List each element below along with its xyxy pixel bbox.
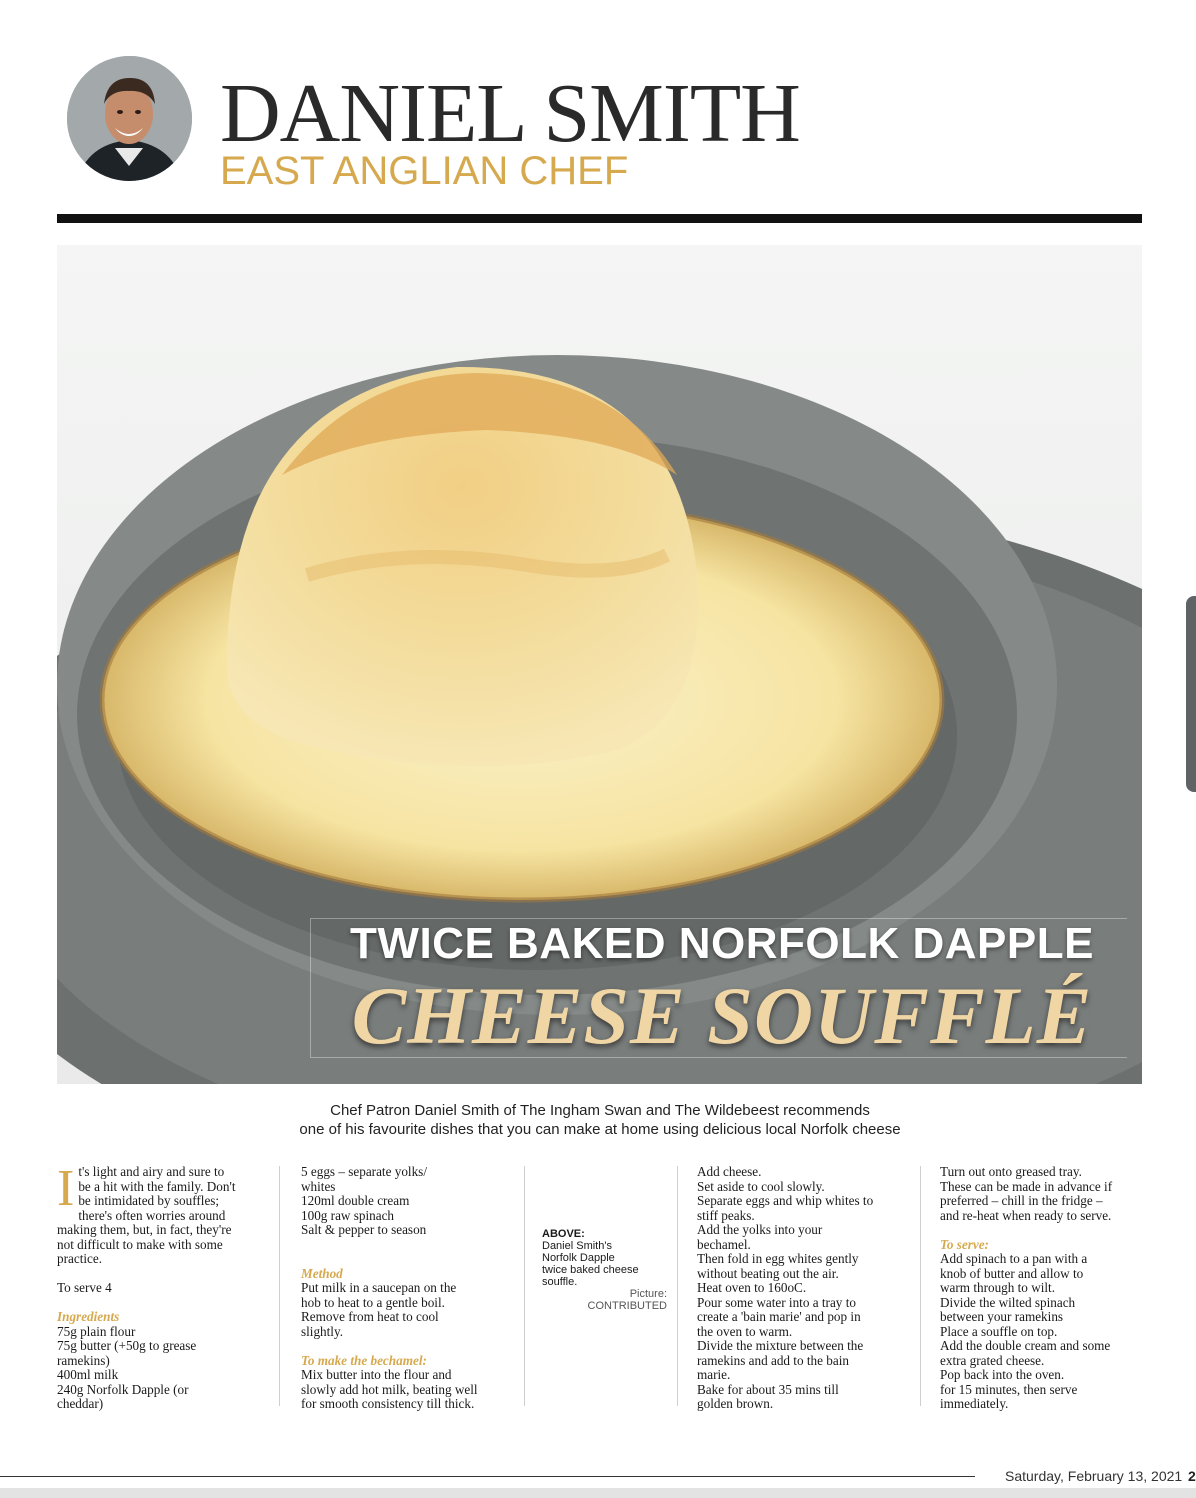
ingredient-line: 400ml milk bbox=[57, 1367, 119, 1382]
serve-line: immediately. bbox=[940, 1396, 1009, 1411]
serve-line: for 15 minutes, then serve bbox=[940, 1381, 1078, 1397]
caption-line: twice baked cheese bbox=[542, 1264, 639, 1276]
caption-line: souffle. bbox=[542, 1276, 578, 1288]
intro-line: be intimidated by souffles; bbox=[78, 1193, 220, 1208]
credit-label: Picture: bbox=[629, 1288, 667, 1300]
method-line: Turn out onto greased tray. bbox=[940, 1164, 1082, 1179]
standfirst-line-2: one of his favourite dishes that you can make at home using delicious local Norfolk cheese bbox=[299, 1121, 901, 1138]
column-divider bbox=[524, 1166, 525, 1406]
ingredient-line: 5 eggs – separate yolks/ bbox=[301, 1164, 427, 1179]
ingredient-line: 120ml double cream bbox=[301, 1193, 410, 1208]
intro-line: be a hit with the family. Don't bbox=[78, 1178, 236, 1194]
serves-line: To serve 4 bbox=[57, 1280, 112, 1295]
method-heading: Method bbox=[301, 1265, 343, 1281]
headline-line-2: CHEESE SOUFFLÉ bbox=[351, 970, 1093, 1061]
method-line: bechamel. bbox=[697, 1236, 751, 1252]
serve-line: Divide the wilted spinach bbox=[940, 1294, 1076, 1310]
ingredient-line: cheddar) bbox=[57, 1396, 104, 1411]
method-line: stiff peaks. bbox=[697, 1207, 755, 1223]
serve-line: Place a souffle on top. bbox=[940, 1323, 1058, 1339]
intro-line: there's often worries around bbox=[78, 1207, 226, 1223]
header-rule bbox=[57, 214, 1142, 223]
serve-line: extra grated cheese. bbox=[940, 1352, 1045, 1368]
standfirst-line-1: Chef Patron Daniel Smith of The Ingham Swan and The Wildebeest recommends bbox=[330, 1102, 870, 1119]
serve-line: knob of butter and allow to bbox=[940, 1265, 1084, 1281]
ingredient-line: ramekins) bbox=[57, 1352, 110, 1368]
serve-line: Pop back into the oven. bbox=[940, 1367, 1065, 1382]
method-line: Divide the mixture between the bbox=[697, 1338, 864, 1353]
method-line: Set aside to cool slowly. bbox=[697, 1178, 825, 1194]
photo-caption bbox=[542, 1228, 667, 1312]
ingredient-line: whites bbox=[301, 1178, 336, 1194]
method-line: Bake for about 35 mins till bbox=[697, 1381, 839, 1397]
method-line: create a 'bain marie' and pop in bbox=[697, 1309, 861, 1324]
method-line: Then fold in egg whites gently bbox=[697, 1251, 859, 1266]
method-line: These can be made in advance if bbox=[940, 1178, 1113, 1194]
caption-label: ABOVE: bbox=[542, 1228, 585, 1240]
method-line: preferred – chill in the fridge – bbox=[940, 1193, 1103, 1208]
column-divider bbox=[677, 1166, 678, 1406]
standfirst bbox=[200, 1101, 1000, 1139]
method-line: Add the yolks into your bbox=[697, 1222, 823, 1237]
method-line: marie. bbox=[697, 1367, 731, 1382]
headline-line-1: TWICE BAKED NORFOLK DAPPLE bbox=[350, 919, 1094, 968]
ingredient-line: 75g plain flour bbox=[57, 1323, 136, 1339]
caption-line: Daniel Smith's bbox=[542, 1240, 612, 1252]
ingredient-line: 100g raw spinach bbox=[301, 1207, 395, 1223]
footer-date: Saturday, February 13, 2021 bbox=[1005, 1468, 1183, 1484]
column-divider bbox=[920, 1166, 921, 1406]
bechamel-heading: To make the bechamel: bbox=[301, 1352, 427, 1368]
intro-line: making them, but, in fact, they're bbox=[57, 1222, 232, 1237]
intro-line: practice. bbox=[57, 1251, 103, 1266]
dropcap: I bbox=[57, 1160, 75, 1217]
method-line: slowly add hot milk, beating well bbox=[301, 1381, 478, 1397]
ingredient-line: 240g Norfolk Dapple (or bbox=[57, 1381, 189, 1397]
ingredient-line: 75g butter (+50g to grease bbox=[57, 1338, 197, 1353]
method-line: and re-heat when ready to serve. bbox=[940, 1207, 1112, 1223]
ingredients-heading: Ingredients bbox=[57, 1309, 120, 1324]
serve-heading: To serve: bbox=[940, 1236, 989, 1252]
body-column-4 bbox=[697, 1165, 909, 1412]
method-line: Put milk in a saucepan on the bbox=[301, 1280, 457, 1295]
body-column-2 bbox=[301, 1165, 509, 1412]
intro-line: not difficult to make with some bbox=[57, 1236, 223, 1252]
method-line: ramekins and add to the bain bbox=[697, 1352, 849, 1368]
method-line: Pour some water into a tray to bbox=[697, 1294, 856, 1310]
author-role: EAST ANGLIAN CHEF bbox=[220, 149, 629, 193]
method-line: Add cheese. bbox=[697, 1164, 762, 1179]
ingredient-line: Salt & pepper to season bbox=[301, 1222, 427, 1237]
serve-line: warm through to wilt. bbox=[940, 1280, 1056, 1295]
method-line: without beating out the air. bbox=[697, 1265, 839, 1281]
author-avatar bbox=[67, 56, 192, 181]
serve-line: Add the double cream and some bbox=[940, 1338, 1111, 1353]
author-name: DANIEL SMITH bbox=[220, 67, 800, 160]
section-tag-clipped bbox=[1010, 0, 1190, 4]
method-line: the oven to warm. bbox=[697, 1323, 793, 1339]
method-line: slightly. bbox=[301, 1323, 344, 1339]
serve-line: between your ramekins bbox=[940, 1309, 1064, 1324]
page-number: 2 bbox=[1188, 1468, 1196, 1484]
body-column-1 bbox=[57, 1160, 257, 1412]
body-column-5 bbox=[940, 1165, 1150, 1412]
method-line: Remove from heat to cool bbox=[301, 1309, 439, 1324]
credit-name: CONTRIBUTED bbox=[587, 1300, 667, 1312]
method-line: Mix butter into the flour and bbox=[301, 1367, 452, 1382]
method-line: golden brown. bbox=[697, 1396, 774, 1411]
scroll-handle[interactable] bbox=[1186, 596, 1196, 792]
intro-line: t's light and airy and sure to bbox=[78, 1164, 225, 1179]
footer-rule bbox=[0, 1476, 975, 1477]
method-line: for smooth consistency till thick. bbox=[301, 1396, 475, 1411]
method-line: Heat oven to 160oC. bbox=[697, 1280, 807, 1295]
serve-line: Add spinach to a pan with a bbox=[940, 1251, 1088, 1266]
column-divider bbox=[279, 1166, 280, 1406]
viewer-bottom-bar bbox=[0, 1488, 1196, 1498]
method-line: Separate eggs and whip whites to bbox=[697, 1193, 874, 1208]
method-line: hob to heat to a gentle boil. bbox=[301, 1294, 445, 1310]
caption-line: Norfolk Dapple bbox=[542, 1252, 615, 1264]
